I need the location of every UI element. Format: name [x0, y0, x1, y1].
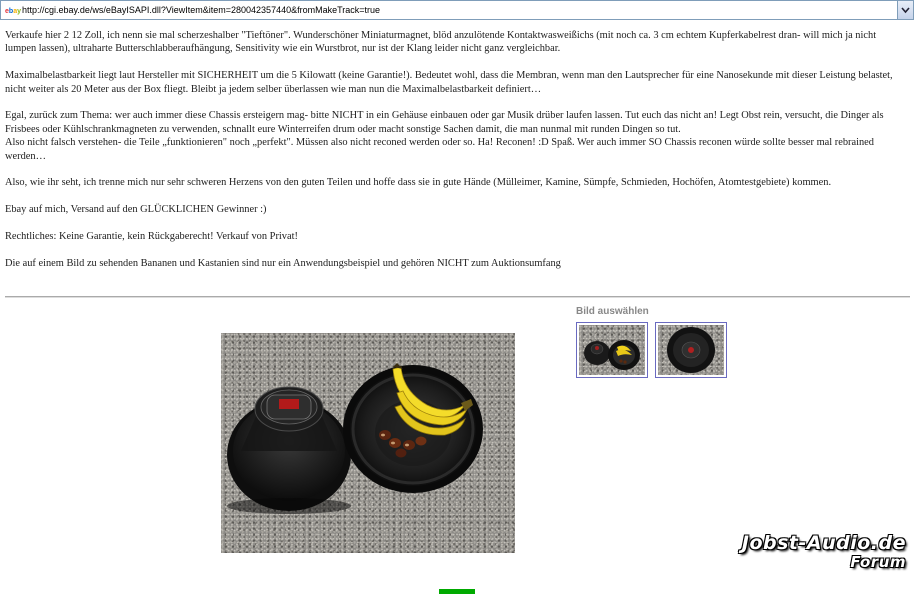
watermark-forum: Forum — [850, 553, 906, 571]
description-paragraph-1: Verkaufe hier 2 12 Zoll, ich nenn sie mal scherzeshalber "Tieftöner". Wunderschöner Miniaturmagnet, blöd anzulötende Kontaktwasweißichs (mit noch ca. 3 cm echtem Kupferkabelrest dran- will mich ja nicht lumpen lassen), ultraharte Butterschlabberaufhängung, Sensitivity wie ein Wurstbrot, nur ist der Klang leider nicht ganz vergleichbar. — [5, 30, 877, 55]
chevron-down-icon[interactable] — [897, 1, 913, 19]
address-url[interactable]: http://cgi.ebay.de/ws/eBayISAPI.dll?ViewItem&item=280042357440&fromMakeTrack=true — [22, 5, 381, 15]
description-paragraph-7: Die auf einem Bild zu sehenden Bananen und Kastanien sind nur ein Anwendungsbeispiel und gehören NICHT zum Auktionsumfang — [5, 257, 561, 269]
gallery-label: Bild auswählen — [576, 306, 649, 317]
description-paragraph-3 — [5, 109, 907, 163]
description-paragraph-3-line-1: Egal, zurück zum Thema: wer auch immer diese Chassis ersteigern mag- bitte NICHT in ein Gehäuse einbauen oder gar Musik drüber laufen lassen. Tut euch das nicht an! Legt Obst rein, versucht, die Dinger als Frisbees oder Kühlschrankmagneten zu verwenden, schnallt eure Winterreifen drum oder macht sonstige Sachen damit, die man nunmal mit runden Dingen so tut. — [5, 110, 884, 135]
description-paragraph-5: Ebay auf mich, Versand auf den GLÜCKLICHEN Gewinner :) — [5, 204, 267, 216]
speakers-with-bananas-and-chestnuts-photo — [221, 333, 515, 553]
thumbnail-speakers-with-fruit[interactable] — [576, 322, 648, 378]
description-paragraph-2: Maximalbelastbarkeit liegt laut Hersteller mit SICHERHEIT um die 5 Kilowatt (keine Garantie!). Bedeutet wohl, dass die Membran, wenn man den Lautsprecher für eine Nanosekunde mit dieser Leistung belastet, nicht weiter als 20 Meter aus der Box fliegt. Bleibt ja jedem selber überlassen wie man nun die Maximalbelastbarkeit definiert… — [5, 70, 893, 95]
section-divider — [5, 296, 910, 298]
ebay-favicon-icon — [4, 2, 20, 18]
green-status-bar — [439, 589, 475, 594]
svg-text:ebay: ebay — [5, 8, 21, 15]
description-paragraph-6: Rechtliches: Keine Garantie, kein Rückgaberecht! Verkauf von Privat! — [5, 231, 298, 243]
forum-watermark — [742, 532, 906, 570]
description-paragraph-4: Also, wie ihr seht, ich trenne mich nur sehr schweren Herzens von den guten Teilen und hoffe dass sie in gute Hände (Mülleimer, Kamine, Sümpfe, Schmieden, Hochöfen, Atomtestgebiete) kommen. — [5, 177, 832, 189]
description-paragraph-3-line-2: Also nicht falsch verstehen- die Teile „funktionieren" noch „perfekt". Müssen also nicht reconed werden oder so. Ha! Reconen! :D Spaß. Wer auch immer SO Chassis reconen würde sollte besser mal rebrained werden… — [5, 137, 874, 162]
thumbnail-speaker-single[interactable] — [655, 322, 727, 378]
item-description — [5, 29, 907, 284]
watermark-site-name: Jobst-Audio.de — [741, 532, 906, 554]
address-bar[interactable] — [0, 0, 914, 20]
